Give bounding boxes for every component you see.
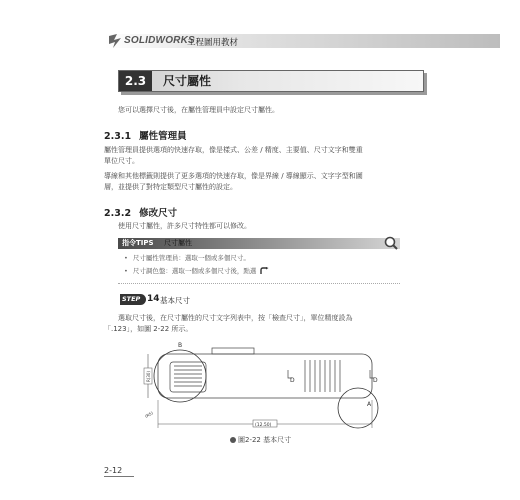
tips-bar	[118, 238, 400, 249]
subsection-number: 2.3.2	[104, 208, 132, 219]
paragraph-line: 單位尺寸。	[104, 157, 139, 165]
paragraph-line: 導線和其他標籤則提供了更多選項的快速存取，像是界線 / 導線顯示、文字字型和圖	[104, 172, 363, 180]
paragraph-line: 層，並提供了對特定類型尺寸屬性的設定。	[104, 183, 237, 191]
step-badge: STEP	[120, 294, 146, 305]
tips-title: 尺寸屬性	[164, 239, 192, 247]
magnifier-icon	[383, 235, 399, 251]
tips-item	[124, 253, 250, 263]
section-banner	[118, 70, 424, 92]
paragraph-line: 屬性管理員提供選項的快速存取，像是樣式、公差 / 精度、主要值、尺寸文字和雙重	[104, 146, 363, 154]
right-slot-group	[305, 360, 340, 392]
paragraph-line: 「.123」，如圖 2-22 所示。	[104, 325, 193, 333]
left-slot-group	[170, 362, 206, 392]
figure-caption	[230, 435, 291, 445]
figure-caption-text: 圖2-22 基本尺寸	[238, 436, 292, 444]
label-d-right: D	[373, 377, 378, 384]
subsection-number: 2.3.1	[104, 131, 132, 142]
dimension-palette-icon	[260, 267, 269, 275]
tips-item-text: 尺寸調色盤：選取一個或多個尺寸後，點選	[132, 267, 257, 275]
drawing-figure	[140, 338, 390, 434]
side-dimension-text: (R5)	[144, 410, 154, 419]
step-number: 14	[147, 294, 160, 304]
book-title: 工程圖用教材	[187, 38, 239, 48]
tips-tag: 指令TIPS	[122, 239, 154, 247]
subsection-title: 屬性管理員	[139, 131, 187, 142]
footer-rule	[104, 476, 134, 477]
label-a: A	[367, 401, 372, 408]
detail-circle-b	[154, 350, 206, 402]
label-b: B	[178, 342, 183, 349]
subsection-heading-1	[104, 128, 187, 142]
paragraph-line: 使用尺寸屬性，許多尺寸特性都可以修改。	[118, 222, 251, 230]
section-title: 尺寸屬性	[163, 74, 212, 88]
intro-paragraph: 您可以選擇尺寸後，在屬性管理員中設定尺寸屬性。	[118, 106, 279, 114]
paragraph-line: 選取尺寸後，在尺寸屬性的尺寸文字列表中，按「檢查尺寸」，單位精度設為	[118, 314, 353, 322]
bullet-icon: •	[124, 254, 128, 262]
brand-name: SOLIDWORKS	[124, 35, 195, 46]
left-dimension-text: R(30)	[146, 371, 151, 382]
tips-item	[124, 266, 269, 276]
bullet-icon: •	[124, 267, 128, 275]
page-number: 2-12	[104, 466, 123, 475]
section-number: 2.3	[119, 71, 152, 91]
label-d-left: D	[290, 377, 295, 384]
tips-box	[118, 250, 400, 284]
solidworks-logo-icon	[108, 33, 122, 49]
figure-bullet-icon	[230, 437, 236, 443]
subsection-heading-2	[104, 205, 177, 219]
step-title: 基本尺寸	[160, 296, 190, 305]
bottom-dimension-text: (12.50)	[255, 423, 272, 428]
top-tab	[212, 348, 254, 354]
subsection-title: 修改尺寸	[139, 208, 178, 219]
tips-item-text: 尺寸屬性管理員：選取一個或多個尺寸。	[132, 254, 250, 262]
